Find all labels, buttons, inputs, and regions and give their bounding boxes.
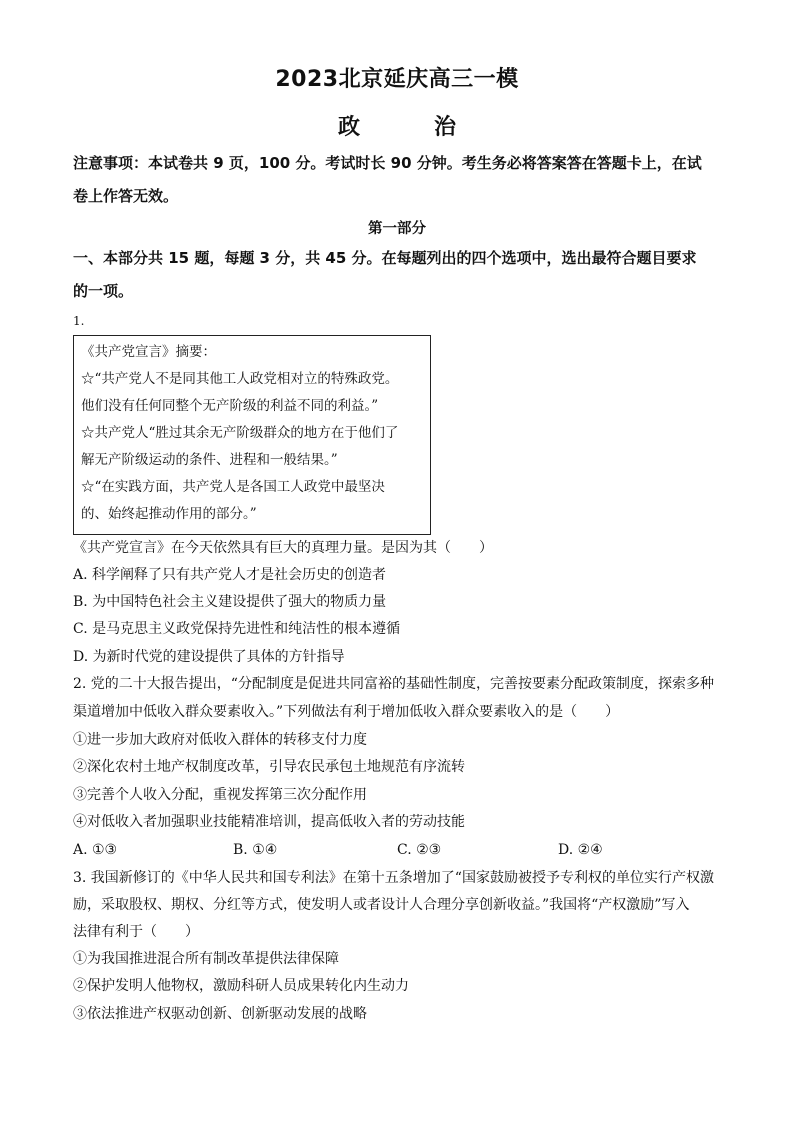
part-instruction-2: 的一项。: [73, 282, 134, 300]
question-2-option-a: A. ①③: [73, 842, 118, 858]
material-line: ☆“共产党人不是同其他工人政党相对立的特殊政党。: [81, 371, 399, 387]
question-1-material-box: [73, 335, 431, 535]
material-line: ☆共产党人“胜过其余无产阶级群众的地方在于他们了: [81, 425, 399, 441]
question-2-item: ①进一步加大政府对低收入群体的转移支付力度: [73, 732, 367, 748]
question-2-item: ③完善个人收入分配，重视发挥第三次分配作用: [73, 787, 367, 803]
question-3-item: ①为我国推进混合所有制改革提供法律保障: [73, 951, 339, 967]
question-2-option-d: D. ②④: [558, 842, 603, 858]
material-line: ☆“在实践方面，共产党人是各国工人政党中最坚决: [81, 479, 385, 495]
question-2-option-c: C. ②③: [397, 842, 442, 858]
question-1-stem: 《共产党宣言》在今天依然具有巨大的真理力量。是因为其（ ）: [73, 540, 493, 556]
material-line: 《共产党宣言》摘要：: [81, 344, 216, 360]
question-2-item: ④对低收入者加强职业技能精准培训，提高低收入者的劳动技能: [73, 814, 465, 830]
material-line: 他们没有任何同整个无产阶级的利益不同的利益。”: [81, 398, 379, 414]
part-instruction-1: 一、本部分共 15 题，每题 3 分，共 45 分。在每题列出的四个选项中，选出最符合题目要求: [73, 249, 697, 267]
question-3-stem-line-1: 3. 我国新修订的《中华人民共和国专利法》在第十五条增加了“国家鼓励被授予专利权的单位实行产权激: [73, 870, 714, 886]
notice-line-2: 卷上作答无效。: [73, 187, 179, 205]
question-1-option-c: C. 是马克思主义政党保持先进性和纯洁性的根本遵循: [73, 621, 401, 637]
question-1-option-d: D. 为新时代党的建设提供了具体的方针指导: [73, 649, 345, 665]
question-2-item: ②深化农村土地产权制度改革，引导农民承包土地规范有序流转: [73, 759, 465, 775]
question-3-stem-line-2: 励，采取股权、期权、分红等方式，使发明人或者设计人合理分享创新收益。”我国将“产权激励”写入: [73, 897, 690, 913]
question-2-stem-line-1: 2. 党的二十大报告提出，“分配制度是促进共同富裕的基础性制度，完善按要素分配政策制度，探索多种: [73, 676, 714, 692]
material-line: 解无产阶级运动的条件、进程和一般结果。”: [81, 452, 338, 468]
notice-line-1: 注意事项：本试卷共 9 页，100 分。考试时长 90 分钟。考生务必将答案答在答题卡上，在试: [73, 154, 702, 172]
question-1-option-b: B. 为中国特色社会主义建设提供了强大的物质力量: [73, 594, 387, 610]
subject-title: 政 治: [337, 115, 482, 140]
material-line: 的、始终起推动作用的部分。”: [81, 506, 257, 522]
question-3-stem-line-3: 法律有利于（ ）: [73, 924, 199, 940]
question-2-options: [73, 842, 733, 860]
part-title: 第一部分: [368, 220, 426, 237]
exam-title: 2023北京延庆高三一模: [275, 67, 519, 92]
question-1-number: 1.: [73, 314, 85, 328]
question-1-option-a: A. 科学阐释了只有共产党人才是社会历史的创造者: [73, 567, 387, 583]
question-2-stem-line-2: 渠道增加中低收入群众要素收入。”下列做法有利于增加低收入群众要素收入的是（ ）: [73, 704, 620, 720]
question-3-item: ③依法推进产权驱动创新、创新驱动发展的战略: [73, 1006, 367, 1022]
question-3-item: ②保护发明人他物权，激励科研人员成果转化内生动力: [73, 978, 409, 994]
question-2-option-b: B. ①④: [233, 842, 278, 858]
